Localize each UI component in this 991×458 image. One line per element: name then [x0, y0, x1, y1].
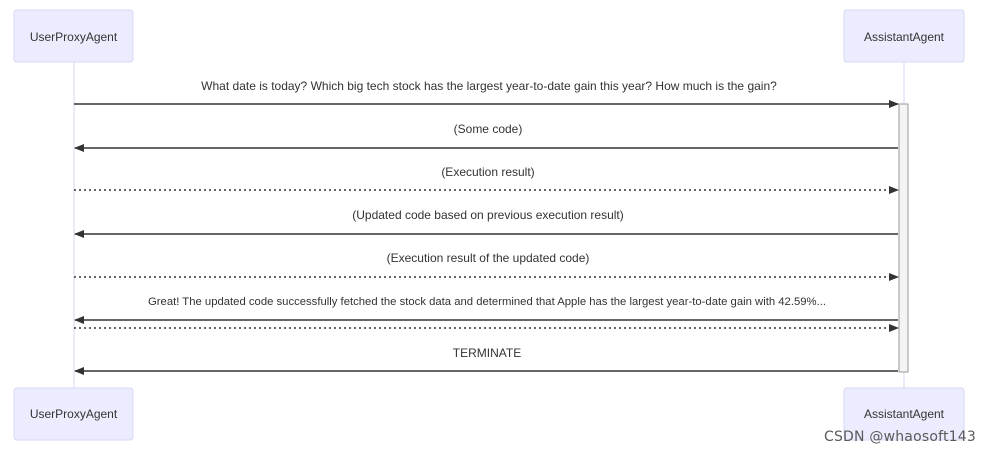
message-4: [74, 251, 898, 277]
message-label: (Execution result): [441, 165, 535, 179]
message-label: What date is today? Which big tech stock has the largest year-to-date gain this year? How much is the gain?: [201, 79, 777, 93]
watermark: CSDN @whaosoft143: [824, 429, 976, 445]
message-label: (Execution result of the updated code): [386, 251, 590, 265]
actor-user-proxy-agent-top[interactable]: [14, 10, 133, 62]
actor-assistant-agent-top[interactable]: [844, 10, 964, 62]
message-label: Great! The updated code successfully fetched the stock data and determined that Apple has the largest year-to-date gain with 42.59%...: [147, 296, 827, 308]
message-3: [75, 208, 898, 234]
message-label: (Some code): [453, 122, 523, 136]
message-1: [75, 122, 898, 148]
message-label: TERMINATE: [452, 346, 522, 360]
actor-user-proxy-agent-bottom[interactable]: [14, 388, 133, 440]
actor-label: UserProxyAgent: [29, 30, 118, 44]
message-label: (Updated code based on previous execution result): [352, 208, 624, 222]
message-0: [74, 79, 898, 104]
actor-label: AssistantAgent: [863, 407, 945, 421]
message-2: [74, 165, 898, 190]
actor-label: UserProxyAgent: [29, 407, 118, 421]
actor-label: AssistantAgent: [863, 30, 945, 44]
message-5: [75, 296, 898, 320]
activation-bar: [899, 104, 908, 372]
message-7: [75, 346, 898, 371]
